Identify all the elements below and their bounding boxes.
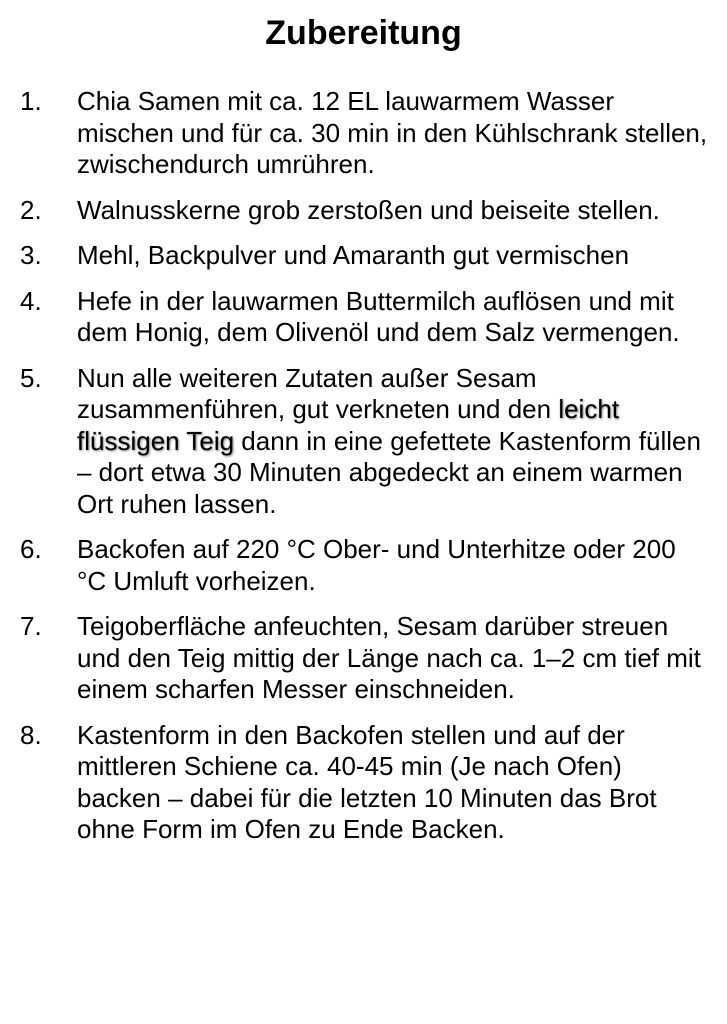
page-title: Zubereitung: [265, 14, 462, 52]
step-3: [20, 240, 710, 272]
step-number: 4.: [20, 285, 42, 316]
highlighted-phrase: leicht flüssigen Teig: [77, 394, 620, 456]
step-text: Chia Samen mit ca. 12 EL lauwarmem Wasser mischen und für ca. 30 min in den Kühlschrank stellen, zwischendurch umrühren.: [77, 86, 708, 179]
step-text: Backofen auf 220 °C Ober- und Unterhitze oder 200 °C Umluft vorheizen.: [77, 534, 676, 596]
step-number: 3.: [20, 240, 42, 270]
step-6: [20, 534, 710, 597]
step-number: 7.: [20, 611, 42, 641]
step-text-part: Nun alle weiteren Zutaten außer Sesam zusammenführen, gut verkneten und den: [77, 362, 559, 424]
step-number: 5.: [20, 362, 42, 393]
step-number: 1.: [20, 86, 42, 116]
step-text: Hefe in der lauwarmen Buttermilch auflösen und mit dem Honig, dem Olivenöl und dem Salz vermengen.: [77, 285, 680, 347]
step-text-part: dann in eine gefettete Kastenform füllen – dort etwa 30 Minuten abgedeckt an einem warmen Ort ruhen lassen.: [77, 425, 701, 519]
step-7: [20, 611, 710, 706]
step-8: [20, 720, 710, 846]
step-number: 6.: [20, 534, 42, 564]
step-number: 2.: [20, 194, 42, 225]
step-2: [20, 195, 710, 227]
step-text: Mehl, Backpulver und Amaranth gut vermischen: [77, 240, 630, 270]
steps-list: [20, 86, 710, 860]
step-text: [77, 363, 710, 521]
step-4: [20, 286, 710, 349]
step-text: Teigoberfläche anfeuchten, Sesam darüber streuen und den Teig mittig der Länge nach ca. 1–2 cm tief mit einem scharfen Messer einschneiden.: [77, 611, 701, 704]
step-text: Kastenform in den Backofen stellen und auf der mittleren Schiene ca. 40-45 min (Je nach Ofen) backen – dabei für die letzten 10 Minuten das Brot ohne Form im Ofen zu Ende Backen.: [77, 719, 657, 844]
step-number: 8.: [20, 719, 42, 750]
step-5: [20, 363, 710, 521]
step-1: [20, 86, 710, 181]
step-text: Walnusskerne grob zerstoßen und beiseite stellen.: [77, 194, 660, 225]
